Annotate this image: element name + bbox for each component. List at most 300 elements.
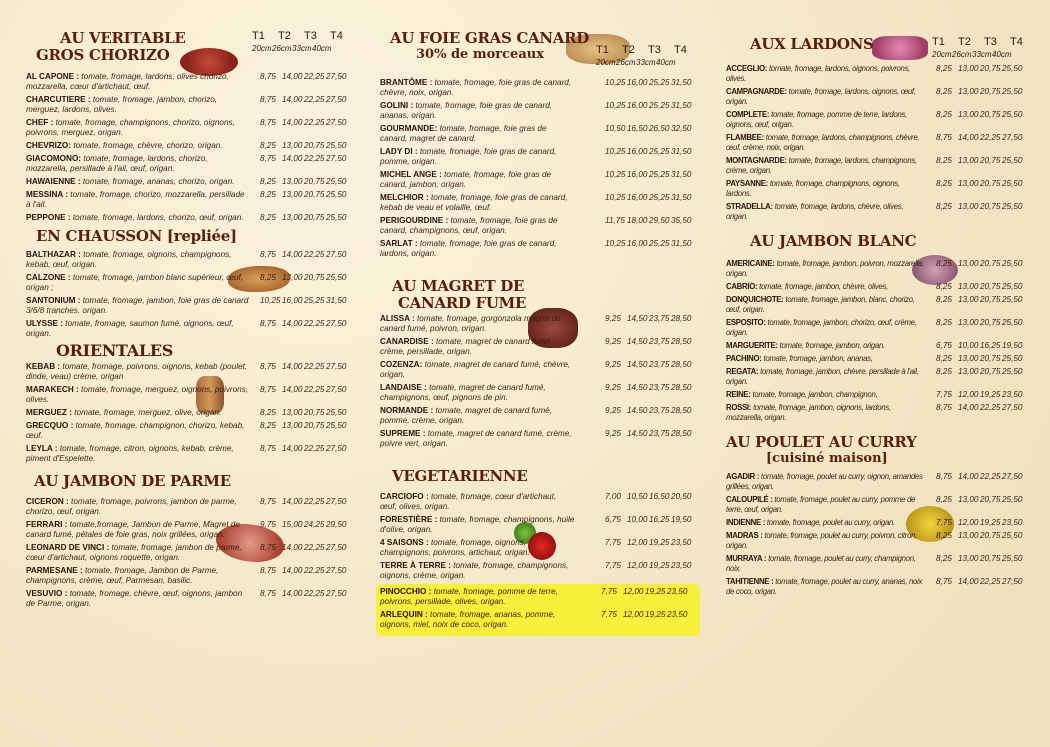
size-label: T4 bbox=[674, 44, 687, 56]
price: 14,00 bbox=[282, 543, 303, 552]
menu-item-name: REINE: bbox=[726, 390, 751, 399]
section-curry-header bbox=[726, 426, 1036, 472]
menu-item-text bbox=[26, 520, 251, 540]
price: 9,25 bbox=[605, 360, 621, 369]
menu-item-prices bbox=[601, 587, 696, 607]
menu-item-name: MICHEL ANGE : bbox=[380, 170, 442, 179]
price: 8,25 bbox=[936, 202, 952, 211]
size-cm: 26cm bbox=[616, 58, 636, 67]
menu-item-text bbox=[26, 213, 251, 223]
menu-item-text bbox=[380, 314, 575, 334]
menu-item-text bbox=[726, 554, 926, 574]
section-magret-header bbox=[380, 262, 700, 314]
menu-item-name: CALZONE : bbox=[26, 273, 71, 282]
menu-item-description: tomate, fromage, jambon, ananas, bbox=[763, 354, 873, 363]
price: 23,75 bbox=[649, 314, 670, 323]
price: 25,50 bbox=[1002, 179, 1023, 188]
price: 14,00 bbox=[958, 403, 979, 412]
menu-item-prices bbox=[260, 213, 356, 223]
price: 25,50 bbox=[326, 213, 347, 222]
menu-item-description: tomate, fromage, lardons, champignons, crème, origan. bbox=[726, 156, 917, 175]
menu-item-prices bbox=[260, 408, 356, 418]
menu-item bbox=[26, 250, 356, 273]
menu-item-name: CARCIOFO : bbox=[380, 492, 429, 501]
price: 8,25 bbox=[936, 282, 952, 291]
menu-item-name: COZENZA: bbox=[380, 360, 423, 369]
menu-item-text bbox=[380, 170, 575, 190]
price: 10,00 bbox=[958, 341, 979, 350]
price: 8,75 bbox=[260, 319, 276, 328]
menu-item-name: HAWAIENNE : bbox=[26, 177, 81, 186]
menu-item-description: tomate, fromage, ananas, pomme, oignons, miel, noix de coco, origan. bbox=[380, 610, 556, 629]
menu-item bbox=[726, 341, 1036, 354]
price: 25,25 bbox=[649, 239, 670, 248]
price: 13,00 bbox=[958, 282, 979, 291]
price: 22,25 bbox=[980, 472, 1001, 481]
menu-item bbox=[380, 360, 700, 383]
price: 8,75 bbox=[260, 566, 276, 575]
menu-item-text bbox=[726, 354, 926, 364]
price: 20,75 bbox=[304, 190, 325, 199]
section-title: AU JAMBON DE PARME bbox=[34, 472, 231, 490]
menu-item-text bbox=[380, 538, 575, 558]
menu-item-description: tomate, fromage, jambon, blanc, chorizo, œuf, origan. bbox=[726, 295, 915, 314]
price: 8,75 bbox=[260, 543, 276, 552]
menu-item-text bbox=[26, 190, 251, 210]
menu-item-prices bbox=[260, 141, 356, 151]
menu-item-description: tomate, fromage, foie gras de canard, champignons, œuf, origan. bbox=[380, 216, 558, 235]
menu-list-magret bbox=[380, 314, 700, 452]
menu-item-name: ULYSSE : bbox=[26, 319, 64, 328]
price: 25,50 bbox=[1002, 367, 1023, 376]
size-label: T2 bbox=[958, 36, 971, 48]
price: 8,25 bbox=[260, 190, 276, 199]
menu-item-name: KEBAB : bbox=[26, 362, 61, 371]
menu-item-text bbox=[26, 408, 251, 418]
price: 14,00 bbox=[282, 319, 303, 328]
price: 29,50 bbox=[326, 520, 347, 529]
price: 25,50 bbox=[1002, 495, 1023, 504]
menu-item bbox=[26, 497, 356, 520]
section-foie-header bbox=[380, 30, 700, 78]
price: 23,50 bbox=[667, 610, 688, 619]
price: 13,00 bbox=[958, 295, 979, 304]
price: 27,50 bbox=[1002, 577, 1023, 586]
menu-item-text bbox=[726, 64, 926, 84]
price: 8,25 bbox=[260, 177, 276, 186]
menu-item-text bbox=[26, 141, 251, 151]
menu-item-text bbox=[380, 124, 575, 144]
menu-list-jambon bbox=[726, 259, 1036, 426]
price: 20,75 bbox=[980, 354, 1001, 363]
menu-item-prices bbox=[936, 518, 1036, 528]
price: 9,25 bbox=[605, 383, 621, 392]
menu-item-text bbox=[380, 147, 575, 167]
menu-item bbox=[380, 429, 700, 452]
price: 20,75 bbox=[980, 295, 1001, 304]
price: 10,25 bbox=[605, 78, 626, 87]
price: 25,50 bbox=[1002, 87, 1023, 96]
price: 8,75 bbox=[260, 72, 276, 81]
menu-item bbox=[380, 193, 700, 216]
size-cm: 20cm bbox=[252, 44, 272, 53]
price: 22,25 bbox=[304, 543, 325, 552]
price: 7,75 bbox=[936, 390, 952, 399]
menu-item-description: tomate, fromage, jambon, chorizo, merguez, lardons, olives. bbox=[26, 95, 218, 114]
menu-item-description: tomate, fromage, jambon, foie gras de canard 3/6/8 tranches. origan. bbox=[26, 296, 249, 315]
price: 27,50 bbox=[326, 250, 347, 259]
menu-item-prices bbox=[605, 406, 700, 426]
highlighted-items bbox=[376, 584, 700, 636]
menu-item-name: FLAMBEE: bbox=[726, 133, 764, 142]
price: 9,25 bbox=[605, 314, 621, 323]
menu-item-name: MONTAGNARDE: bbox=[726, 156, 787, 165]
menu-item-name: FORESTIÈRE : bbox=[380, 515, 438, 524]
menu-item-prices bbox=[936, 472, 1036, 492]
price: 28,50 bbox=[671, 314, 692, 323]
section-title: AU FOIE GRAS CANARD bbox=[390, 29, 589, 47]
price: 14,00 bbox=[282, 362, 303, 371]
price: 25,50 bbox=[1002, 282, 1023, 291]
menu-item-text bbox=[726, 179, 926, 199]
price: 27,50 bbox=[326, 72, 347, 81]
menu-item bbox=[380, 239, 700, 262]
menu-item bbox=[726, 472, 1036, 495]
menu-list-chausson bbox=[26, 250, 356, 342]
menu-item-name: COMPLETE: bbox=[726, 110, 770, 119]
price: 25,50 bbox=[1002, 318, 1023, 327]
menu-item-text bbox=[26, 421, 251, 441]
menu-item-prices bbox=[260, 520, 356, 540]
price: 8,25 bbox=[936, 295, 952, 304]
menu-item-name: CABRIO: bbox=[726, 282, 758, 291]
menu-item-description: tomate, fromage, lardons, oignons, œuf, origan. bbox=[726, 87, 916, 106]
menu-item bbox=[26, 296, 356, 319]
menu-item-description: tomate, fromage, champignons, huile d'olive, origan. bbox=[380, 515, 575, 534]
menu-item-description: tomate, fromage, gorgonzola magret de canard fumé, poivron, origan. bbox=[380, 314, 561, 333]
price: 23,50 bbox=[667, 587, 688, 596]
price: 31,50 bbox=[671, 239, 692, 248]
menu-item bbox=[26, 385, 356, 408]
price: 10,50 bbox=[627, 492, 648, 501]
price: 16,00 bbox=[627, 239, 648, 248]
menu-item-prices bbox=[260, 296, 356, 316]
menu-item-name: 4 SAISONS : bbox=[380, 538, 429, 547]
price: 25,50 bbox=[326, 273, 347, 282]
menu-item bbox=[26, 95, 356, 118]
menu-item-name: CHEF : bbox=[26, 118, 54, 127]
menu-item-prices bbox=[260, 177, 356, 187]
menu-item-description: tomate, fromage, oignons, champignons, kebab, œuf, origan. bbox=[26, 250, 232, 269]
price: 8,25 bbox=[936, 367, 952, 376]
price: 20,75 bbox=[980, 156, 1001, 165]
size-cm: 33cm bbox=[972, 50, 992, 59]
price: 8,25 bbox=[260, 273, 276, 282]
menu-item-text bbox=[26, 589, 251, 609]
menu-item bbox=[26, 319, 356, 342]
price: 27,50 bbox=[326, 497, 347, 506]
price: 20,75 bbox=[304, 273, 325, 282]
menu-item-name: FERRARI : bbox=[26, 520, 68, 529]
menu-item bbox=[380, 78, 700, 101]
menu-item-text bbox=[726, 390, 926, 400]
menu-item-description: tomate, fromage, champignons, oignons, crème, origan. bbox=[380, 561, 569, 580]
menu-item bbox=[26, 566, 356, 589]
price: 13,00 bbox=[958, 554, 979, 563]
menu-item bbox=[380, 383, 700, 406]
price: 14,00 bbox=[282, 118, 303, 127]
menu-item-text bbox=[26, 250, 251, 270]
menu-item-description: tomate, fromage, lardons, chèvre, olives, origan. bbox=[726, 202, 904, 221]
menu-item-prices bbox=[260, 385, 356, 405]
menu-item-prices bbox=[601, 610, 696, 630]
menu-item-prices bbox=[936, 156, 1036, 176]
price: 13,00 bbox=[282, 141, 303, 150]
price: 8,25 bbox=[936, 110, 952, 119]
price: 14,00 bbox=[282, 72, 303, 81]
price: 7,75 bbox=[605, 538, 621, 547]
price: 26,50 bbox=[649, 124, 670, 133]
menu-item-text bbox=[26, 154, 251, 174]
column-right bbox=[726, 30, 1036, 600]
menu-item-text bbox=[380, 515, 575, 535]
price: 27,50 bbox=[326, 95, 347, 104]
price: 23,75 bbox=[649, 360, 670, 369]
menu-item-name: NORMANDE : bbox=[380, 406, 434, 415]
price: 20,75 bbox=[980, 87, 1001, 96]
price: 25,50 bbox=[1002, 156, 1023, 165]
price: 22,25 bbox=[304, 497, 325, 506]
menu-item-description: tomate, fromage, merguez, olive, origan. bbox=[74, 408, 222, 417]
menu-item-text bbox=[726, 577, 926, 597]
menu-item-description: tomate, fromage, chèvre, œuf, oignons, jambon de Parme, origan. bbox=[26, 589, 243, 608]
menu-list-orientales bbox=[26, 362, 356, 467]
menu-item-name: BRANTÔME : bbox=[380, 78, 433, 87]
menu-item-description: tomate, fromage, foie gras de canard, lardons, origan. bbox=[380, 239, 557, 258]
price: 8,75 bbox=[260, 95, 276, 104]
menu-item-description: tomate, fromage, poulet au curry, pomme de terre, œuf, origan. bbox=[726, 495, 916, 514]
size-cm: 40cm bbox=[992, 50, 1012, 59]
price: 7,00 bbox=[605, 492, 621, 501]
size-label: T2 bbox=[278, 30, 291, 42]
menu-item-text bbox=[726, 531, 926, 551]
section-subtitle: 30% de morceaux bbox=[416, 47, 544, 62]
menu-item-prices bbox=[936, 318, 1036, 338]
menu-item-prices bbox=[260, 543, 356, 563]
menu-item-text bbox=[26, 118, 251, 138]
price: 22,25 bbox=[980, 577, 1001, 586]
price: 24,25 bbox=[304, 520, 325, 529]
menu-item-prices bbox=[605, 515, 700, 535]
menu-item-description: tomate, fromage, poulet au curry, champignon, noix. bbox=[726, 554, 916, 573]
price: 12,00 bbox=[958, 390, 979, 399]
price: 27,50 bbox=[326, 385, 347, 394]
menu-item-text bbox=[726, 495, 926, 515]
menu-item-name: GRECQUO : bbox=[26, 421, 74, 430]
menu-item-prices bbox=[936, 282, 1036, 292]
price: 8,25 bbox=[936, 495, 952, 504]
menu-item-name: CHEVRIZO: bbox=[26, 141, 72, 150]
price: 14,00 bbox=[958, 472, 979, 481]
price: 8,25 bbox=[936, 156, 952, 165]
price: 8,75 bbox=[936, 472, 952, 481]
size-cm: 20cm bbox=[932, 50, 952, 59]
menu-item-text bbox=[726, 518, 926, 528]
price: 8,75 bbox=[260, 385, 276, 394]
menu-item bbox=[380, 610, 696, 633]
price: 27,50 bbox=[1002, 403, 1023, 412]
price: 13,00 bbox=[958, 156, 979, 165]
menu-item-description: tomate, fromage, chorizo, mozzarella, persillade à l'ail. bbox=[26, 190, 245, 209]
menu-item-prices bbox=[936, 367, 1036, 387]
menu-item-description: tomate, fromage, foie gras de canard, pomme, origan. bbox=[380, 147, 557, 166]
price: 8,75 bbox=[260, 362, 276, 371]
price: 12,00 bbox=[627, 538, 648, 547]
menu-item bbox=[380, 216, 700, 239]
price: 10,00 bbox=[627, 515, 648, 524]
price: 20,75 bbox=[980, 367, 1001, 376]
column-middle bbox=[380, 30, 700, 636]
price: 27,50 bbox=[326, 444, 347, 453]
menu-item-name: ARLEQUIN : bbox=[380, 610, 428, 619]
menu-item-text bbox=[380, 383, 575, 403]
menu-item-description: tomate, fromage, lardons, chorizo, œuf, origan. bbox=[72, 213, 244, 222]
section-vege-header bbox=[380, 452, 700, 492]
menu-item-name: PEPPONE : bbox=[26, 213, 71, 222]
menu-item bbox=[726, 554, 1036, 577]
size-label: T3 bbox=[984, 36, 997, 48]
menu-list-vege-highlight bbox=[380, 587, 696, 633]
menu-item-description: tomate, fromage, foie gras de canard, ananas, origan. bbox=[380, 101, 553, 120]
menu-item-name: LEONARD DE VINCI : bbox=[26, 543, 110, 552]
menu-item-description: tomate, fromage, jambon, champignon, bbox=[752, 390, 878, 399]
section-title: GROS CHORIZO bbox=[36, 46, 170, 64]
price: 12,00 bbox=[627, 561, 648, 570]
menu-item-prices bbox=[936, 390, 1036, 400]
menu-item-name: ALISSA : bbox=[380, 314, 415, 323]
menu-item-text bbox=[726, 472, 926, 492]
menu-item-name: BALTHAZAR : bbox=[26, 250, 81, 259]
menu-item-prices bbox=[260, 421, 356, 441]
price: 14,00 bbox=[282, 497, 303, 506]
price: 23,50 bbox=[1002, 518, 1023, 527]
menu-item-text bbox=[380, 406, 575, 426]
menu-item-name: AGADIR : bbox=[726, 472, 760, 481]
price: 13,00 bbox=[958, 179, 979, 188]
menu-item-prices bbox=[936, 202, 1036, 222]
section-orientales-header bbox=[26, 342, 356, 362]
price: 16,50 bbox=[649, 492, 670, 501]
menu-item bbox=[726, 133, 1036, 156]
menu-item-prices bbox=[936, 64, 1036, 84]
section-parme-header bbox=[26, 467, 356, 497]
price: 13,00 bbox=[958, 87, 979, 96]
price: 6,75 bbox=[936, 341, 952, 350]
price: 23,75 bbox=[649, 383, 670, 392]
menu-item-name: MARAKECH : bbox=[26, 385, 79, 394]
menu-item bbox=[726, 282, 1036, 295]
menu-item bbox=[26, 421, 356, 444]
price: 13,00 bbox=[282, 177, 303, 186]
menu-item bbox=[26, 543, 356, 566]
price: 10,25 bbox=[605, 193, 626, 202]
menu-item-description: tomate, fromage, foie gras de canard, chèvre, noix, origan. bbox=[380, 78, 572, 97]
price: 25,50 bbox=[326, 421, 347, 430]
price: 8,25 bbox=[936, 554, 952, 563]
price: 16,50 bbox=[627, 124, 648, 133]
menu-item-prices bbox=[605, 360, 700, 380]
price: 19,50 bbox=[1002, 341, 1023, 350]
price: 25,50 bbox=[1002, 554, 1023, 563]
menu-item bbox=[26, 520, 356, 543]
menu-item-name: AL CAPONE : bbox=[26, 72, 80, 81]
menu-item-prices bbox=[936, 577, 1036, 597]
price: 9,75 bbox=[260, 520, 276, 529]
price: 27,50 bbox=[326, 154, 347, 163]
price: 14,00 bbox=[282, 154, 303, 163]
menu-item-name: GIACOMONO: bbox=[26, 154, 82, 163]
menu-item bbox=[380, 561, 700, 584]
menu-item-prices bbox=[605, 561, 700, 581]
price: 14,50 bbox=[627, 429, 648, 438]
menu-item-description: tomate, fromage, foie gras de canard, magret de canard. bbox=[380, 124, 547, 143]
size-label: T4 bbox=[330, 30, 343, 42]
menu-item-text bbox=[726, 87, 926, 107]
price: 19,50 bbox=[671, 515, 692, 524]
price: 16,00 bbox=[627, 193, 648, 202]
menu-item-description: tomate, fromage, chèvre, chorizo, origan. bbox=[73, 141, 223, 150]
menu-item-name: ACCEGLIO: bbox=[726, 64, 768, 73]
price: 16,25 bbox=[980, 341, 1001, 350]
menu-item-prices bbox=[936, 179, 1036, 199]
menu-item-description: tomate, fromage, ananas, chorizo, origan. bbox=[82, 177, 235, 186]
menu-item-name: PERIGOURDINE : bbox=[380, 216, 449, 225]
price: 31,50 bbox=[671, 193, 692, 202]
menu-item-name: PACHINO: bbox=[726, 354, 762, 363]
menu-item-description: tomate, fromage, lardons, olives chorizo, mozzarella, cœur d'artichaut, œuf. bbox=[26, 72, 229, 91]
price: 13,00 bbox=[958, 531, 979, 540]
menu-item-description: tomate, magret de canard fumé, pomme, crème, origan. bbox=[380, 406, 553, 425]
menu-item bbox=[380, 124, 700, 147]
price: 18,00 bbox=[627, 216, 648, 225]
menu-item bbox=[26, 141, 356, 154]
section-title: ORIENTALES bbox=[56, 341, 173, 360]
price: 13,00 bbox=[282, 190, 303, 199]
menu-item-description: tomate, fromage, lardons, champignons, chèvre, œuf, crème, noix, origan. bbox=[726, 133, 920, 152]
menu-list-parme bbox=[26, 497, 356, 612]
price: 25,25 bbox=[649, 101, 670, 110]
price: 31,50 bbox=[326, 296, 347, 305]
menu-item bbox=[726, 259, 1036, 282]
menu-item-text bbox=[26, 296, 251, 316]
price: 13,00 bbox=[282, 213, 303, 222]
section-subtitle: [cuisiné maison] bbox=[766, 451, 888, 466]
menu-item-name: TAHITIENNE : bbox=[726, 577, 774, 586]
price: 20,75 bbox=[980, 495, 1001, 504]
price: 20,75 bbox=[980, 531, 1001, 540]
price: 25,50 bbox=[326, 190, 347, 199]
size-cm: 40cm bbox=[312, 44, 332, 53]
price: 14,50 bbox=[627, 406, 648, 415]
price: 16,00 bbox=[627, 170, 648, 179]
menu-list-lardons bbox=[726, 64, 1036, 225]
menu-item-text bbox=[380, 216, 575, 236]
menu-item-description: tomate, fromage, jambon de parme, cœur d'artichaut, oignons roquette, origan. bbox=[26, 543, 242, 562]
size-cm: 33cm bbox=[292, 44, 312, 53]
price: 28,50 bbox=[671, 406, 692, 415]
price: 14,00 bbox=[282, 444, 303, 453]
price: 22,25 bbox=[980, 133, 1001, 142]
